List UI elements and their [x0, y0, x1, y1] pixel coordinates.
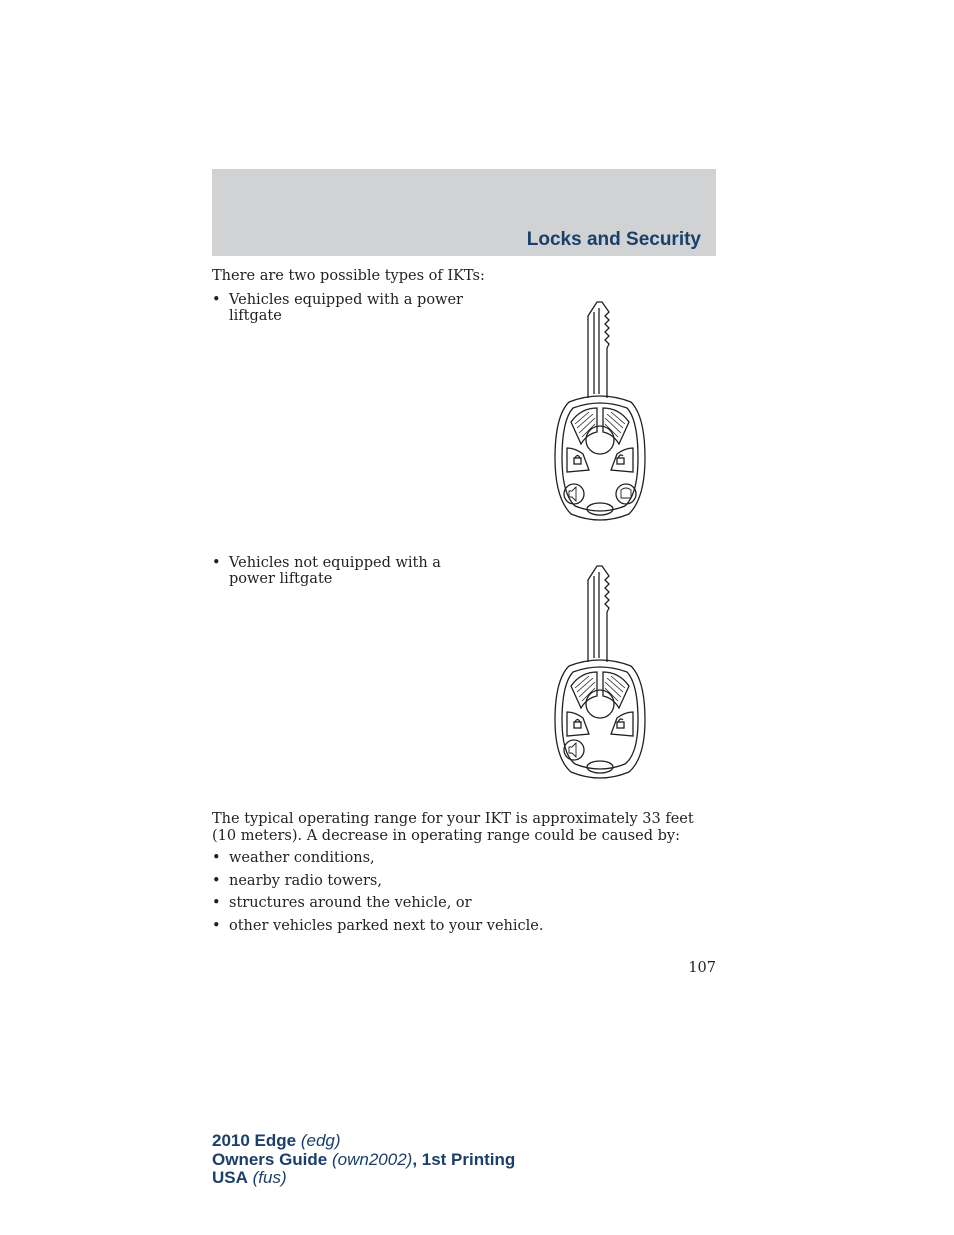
cause-bullet-4: •: [212, 918, 221, 934]
footer-guide-code: (own2002): [331, 1149, 413, 1169]
cause-item-4: other vehicles parked next to your vehicle.: [229, 918, 544, 934]
section-header-band: [212, 169, 716, 256]
footer-line-3: [212, 1169, 515, 1188]
type-1-line-1: Vehicles equipped with a power: [229, 292, 463, 308]
type-1-line-2: liftgate: [229, 308, 282, 324]
footer-guide: Owners Guide: [212, 1149, 328, 1169]
cause-item-2: nearby radio towers,: [229, 873, 382, 889]
cause-bullet-2: •: [212, 873, 221, 889]
footer-model-code: (edg): [300, 1131, 341, 1150]
footer-printing: , 1st Printing: [412, 1149, 516, 1169]
key-fob-4-button-illustration: [545, 298, 655, 526]
cause-bullet-3: •: [212, 895, 221, 911]
cause-item-1: weather conditions,: [229, 850, 375, 866]
type-2-line-2: power liftgate: [229, 571, 333, 587]
footer-line-2: [212, 1151, 515, 1170]
range-text-line-2: (10 meters). A decrease in operating range could be caused by:: [212, 828, 680, 844]
type-2-line-1: Vehicles not equipped with a: [229, 555, 441, 571]
bullet-type-1: •: [212, 292, 221, 308]
cause-item-3: structures around the vehicle, or: [229, 895, 472, 911]
cause-bullet-1: •: [212, 850, 221, 866]
key-fob-3-button-illustration: [545, 560, 655, 784]
footer-line-1: [212, 1132, 515, 1151]
footer-model: 2010 Edge: [212, 1131, 297, 1150]
section-title: Locks and Security: [526, 229, 701, 250]
page-number: 107: [688, 960, 716, 976]
footer-region: USA: [212, 1168, 248, 1187]
intro-text: There are two possible types of IKTs:: [212, 268, 485, 284]
range-text-line-1: The typical operating range for your IKT is approximately 33 feet: [212, 811, 694, 827]
footer-imprint: [212, 1132, 515, 1188]
bullet-type-2: •: [212, 555, 221, 571]
footer-region-code: (fus): [252, 1168, 287, 1187]
